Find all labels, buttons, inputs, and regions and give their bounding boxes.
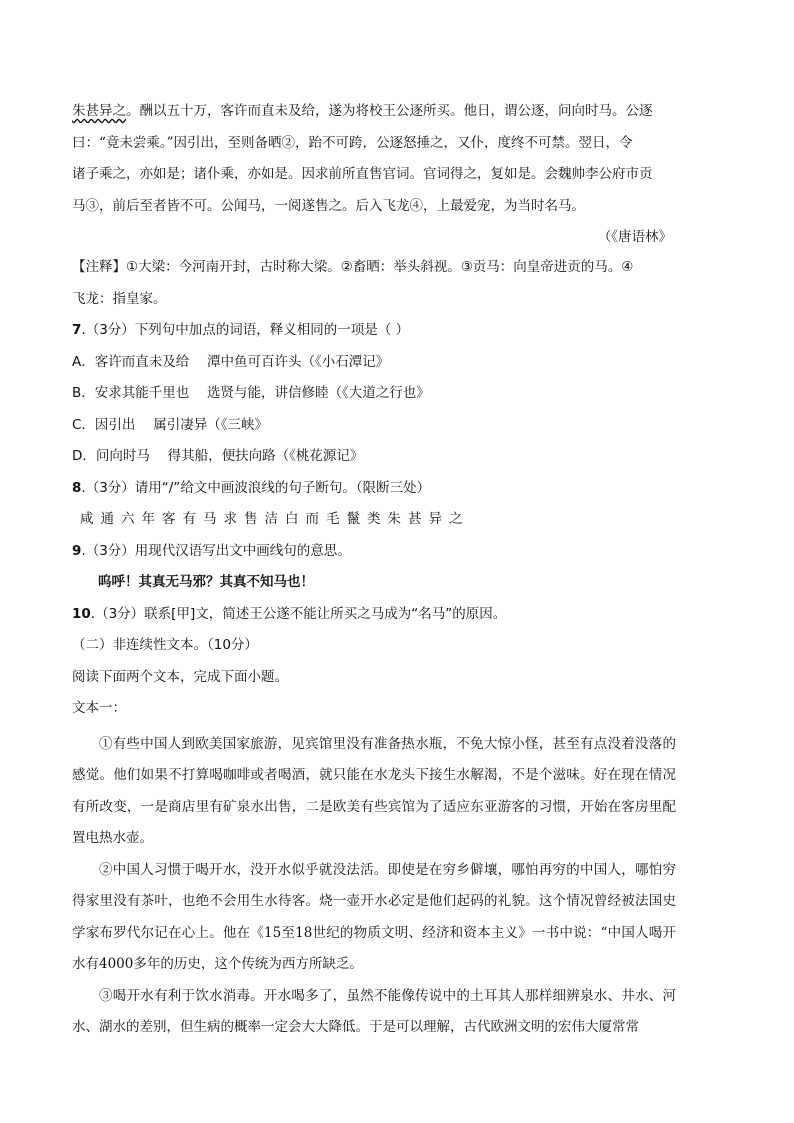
question-8-stem bbox=[72, 473, 676, 505]
passage-line-3: 诸子乘之，亦如是；诸仆乘，亦如是。因求前所直售官词。官词得之，复如是。会魏帅李公府市贡 bbox=[72, 166, 653, 182]
question-text: .（3分）请用“/”给文中画波浪线的句子断句。（限断三处） bbox=[81, 479, 431, 496]
option-b: B．安求其能千里也 选贤与能，讲信修睦（《大道之行也》 bbox=[72, 385, 430, 401]
notes-line-2: 飞龙：指皇家。 bbox=[72, 290, 167, 307]
passage-source: （《唐语林》 bbox=[597, 229, 672, 244]
text-1-paragraph-3: ③喝开水有利于饮水消毒。开水喝多了，虽然不能像传说中的土耳其人那样细辨泉水、井水、河水、湖水的差别，但生病的概率一定会大大降低。于是可以理解，古代欧洲文明的宏伟大厦常常 bbox=[72, 987, 676, 1035]
option-a: A．客许而直未及给 潭中鱼可百许头（《小石潭记》 bbox=[72, 353, 390, 370]
page-content bbox=[72, 96, 676, 1044]
passage-line-2: 曰：“竟未尝乘。”因引出，至则备晒②，跆不可跨，公逐怒捶之，又仆，度终不可禁。翌日，令 bbox=[72, 134, 633, 151]
question-7 bbox=[72, 315, 676, 473]
question-8 bbox=[72, 473, 676, 536]
question-text: .（3分）用现代汉语写出文中画线句的意思。 bbox=[81, 542, 351, 559]
question-number: 10 bbox=[72, 605, 91, 622]
question-10-stem bbox=[72, 599, 676, 631]
question-7-stem bbox=[72, 315, 676, 347]
option-c: C．因引出 属引凄异（《三峡》 bbox=[72, 416, 268, 433]
passage-line-1 bbox=[72, 96, 676, 128]
sentence-to-punctuate: 咸通六年客有马求售洁白而毛鬣类朱甚异之 bbox=[80, 511, 470, 527]
classical-passage bbox=[72, 96, 676, 222]
sentence-to-translate: 呜呼！其真无马邪？其真不知马也！ bbox=[98, 574, 314, 590]
notes-line-1: 【注释】①大梁：今河南开封，古时称大梁。②畜晒：举头斜视。③贡马：向皇帝进贡的马。④ bbox=[72, 259, 634, 275]
question-text: .（3分）联系[甲]文，简述王公遂不能让所买之马成为“名马”的原因。 bbox=[90, 605, 507, 622]
wavy-underlined-text: 朱甚异之 bbox=[72, 103, 126, 119]
passage-line-1-rest: 。酬以五十万，客许而直未及给，遂为将校王公逐所买。他日，谓公逐，问向时马。公逐 bbox=[126, 103, 653, 119]
section-2-instruction: 阅读下面两个文本，完成下面小题。 bbox=[72, 668, 288, 685]
question-9-stem bbox=[72, 536, 676, 568]
section-2-title: （二）非连续性文本。（10分） bbox=[72, 637, 258, 653]
question-number: 9 bbox=[72, 542, 82, 559]
question-number: 7 bbox=[72, 322, 82, 338]
option-d: D．问向时马 得其船，便扶向路（《桃花源记》 bbox=[72, 448, 364, 464]
passage-line-4: 马③，前后至者皆不可。公闻马，一阅遂售之。后入飞龙④，上最爱宠，为当时名马。 bbox=[72, 197, 585, 214]
question-9 bbox=[72, 536, 676, 599]
question-text: .（3分）下列句中加点的词语，释义相同的一项是（ ） bbox=[81, 322, 410, 338]
text-1-paragraph-1: ①有些中国人到欧美国家旅游，见宾馆里没有准备热水瓶，不免大惊小怪，甚至有点没着没落的感觉。他们如果不打算喝咖啡或者喝酒，就只能在水龙头下接生水解渴，不是个滋味。好在现在情况有所改变，一是商店里有矿泉水出售，二是欧美有些宾馆为了适应东亚游客的习惯，开始在客房里配置电热水壶。 bbox=[72, 735, 676, 846]
text-1-body bbox=[72, 729, 676, 1044]
question-10 bbox=[72, 599, 676, 631]
text-1-label: 文本一： bbox=[72, 700, 126, 716]
question-number: 8 bbox=[72, 479, 82, 496]
text-1-paragraph-2: ②中国人习惯于喝开水，没开水似乎就没法活。即使是在穷乡僻壤，哪怕再穷的中国人，哪怕穷得家里没有茶叶，也绝不会用生水待客。烧一壶开水必定是他们起码的礼貌。这个情况曾经被法国史学家布罗代尔记在心上。他在《15至18世纪的物质文明、经济和资本主义》一书中说：“中国人喝开水有4000多年的历史，这个传统为西方所缺乏。 bbox=[72, 861, 676, 972]
annotation-notes bbox=[72, 252, 676, 315]
section-2-header bbox=[72, 630, 676, 725]
